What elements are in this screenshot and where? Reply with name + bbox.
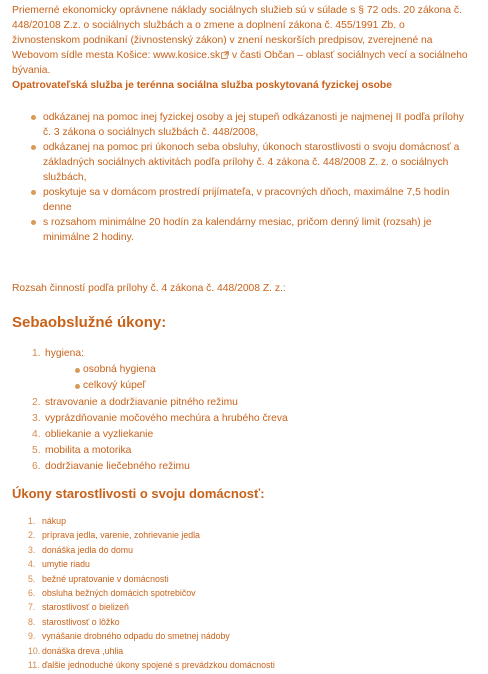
item-label: nákup	[42, 516, 66, 526]
item-label: hygiena:	[45, 348, 84, 359]
item-label: umytie riadu	[42, 559, 90, 570]
item-number: 6.	[28, 588, 36, 599]
item-number: 8.	[28, 616, 36, 627]
scope-text: Rozsah činností podľa prílohy č. 4 zákona č. 448/2008 Z. z.:	[12, 283, 286, 294]
conditions-list	[34, 110, 474, 245]
household-title: Úkony starostlivosti o svoju domácnosť:	[12, 486, 265, 501]
household-list	[28, 514, 275, 672]
list-item	[28, 600, 275, 614]
item-number: 1.	[32, 348, 41, 359]
list-item	[28, 615, 275, 629]
item-label: donáška jedla do domu	[42, 544, 133, 555]
list-item	[34, 411, 288, 427]
intro-text-before-link: Priemerné ekonomicky oprávnene náklady sociálnych služieb sú v súlade s § 72 ods. 20 zákona č. 448/20108 Z.z. o sociálnych službách a o zmene a doplnení zákona č. 455/1991 Zb. o živnostenskom podnikaní (živnostenský zákon) v znení neskorších predpisov, zverejnené na Webovom sídle mesta Košice:	[12, 5, 462, 61]
list-item	[34, 443, 288, 459]
list-item	[28, 572, 275, 586]
item-label: donáška dreva ,uhlia	[42, 645, 124, 656]
item-label: bežné upratovanie v domácnosti	[42, 573, 169, 584]
item-number: 7.	[28, 602, 36, 613]
section-heading: Opatrovateľská služba je terénna sociálna služba poskytovaná fyzickej osobe	[12, 80, 392, 91]
list-item	[28, 557, 275, 571]
item-label: starostlivosť o lôžko	[42, 616, 120, 627]
item-number: 5.	[32, 445, 41, 457]
list-item	[28, 543, 275, 557]
item-label: stravovanie a dodržiavanie pitného režimu	[45, 396, 238, 408]
item-number: 5.	[28, 573, 36, 584]
item-number: 11.	[28, 660, 40, 671]
item-label: mobilita a motorika	[45, 445, 132, 457]
list-item	[28, 658, 275, 672]
item-label: starostlivosť o bielizeň	[42, 602, 129, 613]
item-label: vyprázdňovanie močového mechúra a hrubého čreva	[45, 412, 288, 424]
list-item	[28, 629, 275, 643]
item-label: obliekanie a vyzliekanie	[45, 429, 154, 441]
item-label: vynášanie drobného odpadu do smetnej nádoby	[42, 631, 230, 642]
list-item	[34, 395, 288, 411]
item-label: obsluha bežných domácich spotrebičov	[42, 588, 196, 599]
intro-paragraph	[12, 3, 474, 78]
list-item	[28, 528, 275, 542]
item-number: 6.	[32, 461, 41, 473]
condition-item: odkázanej na pomoc pri úkonoch seba obsluhy, úkonoch starostlivosti o svoju domácnosť a základných sociálnych aktivitách podľa prílohy č. 4 zákona č. 448/2008 Z. z. o sociálnych službách,	[34, 140, 474, 185]
condition-item: s rozsahom minimálne 20 hodín za kalendárny mesiac, pričom denný limit (rozsah) je minimálne 2 hodiny.	[34, 215, 474, 245]
intro-text-after-link: v časti Občan – oblasť sociálnych vecí a sociálneho bývania.	[12, 50, 468, 76]
item-number: 4.	[28, 559, 36, 570]
condition-item: odkázanej na pomoc inej fyzickej osoby a jej stupeň odkázanosti je najmenej II podľa prílohy č. 3 zákona o sociálnych službách č. 448/2008,	[34, 110, 474, 140]
item-number: 4.	[32, 429, 41, 441]
item-label: ďalšie jednoduché úkony spojené s prevádzkou domácnosti	[42, 660, 275, 671]
item-number: 3.	[28, 544, 36, 555]
list-item	[28, 586, 275, 600]
self-care-list	[34, 346, 288, 476]
item-number: 1.	[28, 516, 36, 526]
sub-item: celkový kúpeľ	[83, 378, 288, 394]
kosice-link[interactable]: www.kosice.sk	[153, 50, 221, 61]
item-number: 9.	[28, 631, 36, 642]
list-item	[28, 644, 275, 658]
self-care-title: Sebaobslužné úkony:	[12, 314, 167, 331]
item-number: 2.	[32, 396, 41, 408]
item-number: 3.	[32, 412, 41, 424]
item-label: dodržiavanie liečebného režimu	[45, 461, 190, 473]
list-item	[34, 346, 288, 395]
item-number: 10.	[28, 645, 41, 656]
item-label: príprava jedla, varenie, zohrievanie jedla	[42, 530, 200, 541]
hygiene-sublist	[45, 362, 288, 394]
external-link-icon	[221, 51, 229, 59]
list-item	[34, 427, 288, 443]
condition-item: poskytuje sa v domácom prostredí prijímateľa, v pracovných dňoch, maximálne 7,5 hodín denne	[34, 185, 474, 215]
list-item	[28, 514, 275, 528]
list-item	[34, 459, 288, 475]
item-number: 2.	[28, 530, 36, 541]
sub-item: osobná hygiena	[83, 362, 288, 378]
